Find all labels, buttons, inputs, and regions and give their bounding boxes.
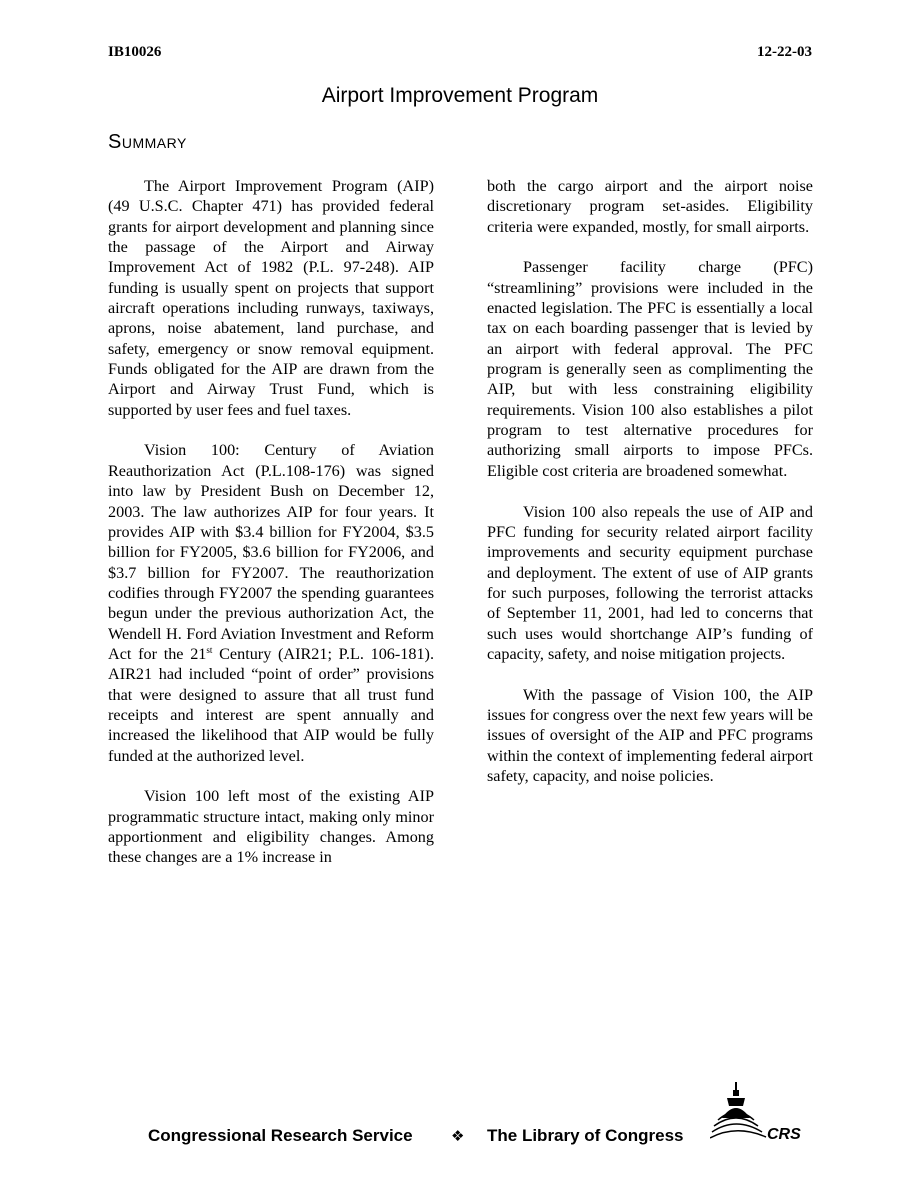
footer-org: Congressional Research Service — [148, 1126, 413, 1145]
paragraph: Passenger facility charge (PFC) “streamlining” provisions were included in the enacted legislation. The PFC is essentially a local tax on each boarding passenger that is levied by an airport with federal approval. The PFC program is generally seen as complimenting the AIP, but with less constraining eligibility requirements. Vision 100 also establishes a pilot program to test alternative procedures for authorizing small airports to impose PFCs. Eligible cost criteria are broadened somewhat. — [487, 258, 813, 480]
page-title: Airport Improvement Program — [321, 84, 599, 107]
right-column — [487, 176, 813, 807]
paragraph — [108, 440, 434, 766]
section-heading: Summary — [108, 131, 187, 153]
paragraph-text: Century (AIR21; P.L. 106-181). AIR21 had included “point of order” provisions that were designed to assure that all trust fund receipts and interest are spent annually and increased the likelihood that AIP would be fully funded at the authorized level. — [108, 644, 434, 765]
document-id: IB10026 — [108, 44, 162, 60]
document-date: 12-22-03 — [757, 44, 812, 60]
paragraph: Vision 100 also repeals the use of AIP and PFC funding for security related airport facility improvements and security equipment purchase and deployment. The extent of use of AIP grants for such purposes, following the terrorist attacks of September 11, 2001, had led to concerns that such uses would shortchange AIP’s funding of capacity, safety, and noise mitigation projects. — [487, 502, 813, 663]
footer-separator: ❖ — [451, 1128, 465, 1145]
logo-text: CRS — [767, 1126, 801, 1143]
paragraph-text: Vision 100: Century of Aviation Reauthorization Act (P.L.108-176) was signed into law by President Bush on December 12, 2003. The law authorizes AIP for four years. It provides AIP with $3.4 billion for FY2004, $3.5 billion for FY2005, $3.6 billion for FY2006, and $3.7 billion for FY2007. The reauthorization codifies through FY2007 the spending guarantees begun under the previous authorization Act, the Wendell H. Ford Aviation Investment and Reform Act for the 21 — [108, 441, 434, 663]
capitol-dome-icon — [710, 1080, 810, 1150]
footer-library: The Library of Congress — [487, 1126, 684, 1145]
paragraph: With the passage of Vision 100, the AIP issues for congress over the next few years will be issues of oversight of the AIP and PFC programs within the context of implementing federal airport safety, capacity, and noise policies. — [487, 685, 813, 785]
superscript: st — [206, 644, 213, 655]
left-column — [108, 176, 434, 888]
paragraph: Vision 100 left most of the existing AIP programmatic structure intact, making only minor apportionment and eligibility changes. Among these changes are a 1% increase in — [108, 787, 434, 867]
paragraph: both the cargo airport and the airport noise discretionary program set-asides. Eligibility criteria were expanded, mostly, for small airports. — [487, 177, 813, 236]
paragraph: The Airport Improvement Program (AIP) (49 U.S.C. Chapter 471) has provided federal grants for airport development and planning since the passage of the Airport and Airway Improvement Act of 1982 (P.L. 97-248). AIP funding is usually spent on projects that support aircraft operations including runways, taxiways, aprons, noise abatement, land purchase, and safety, emergency or snow removal equipment. Funds obligated for the AIP are drawn from the Airport and Airway Trust Fund, which is supported by user fees and fuel taxes. — [108, 177, 434, 419]
